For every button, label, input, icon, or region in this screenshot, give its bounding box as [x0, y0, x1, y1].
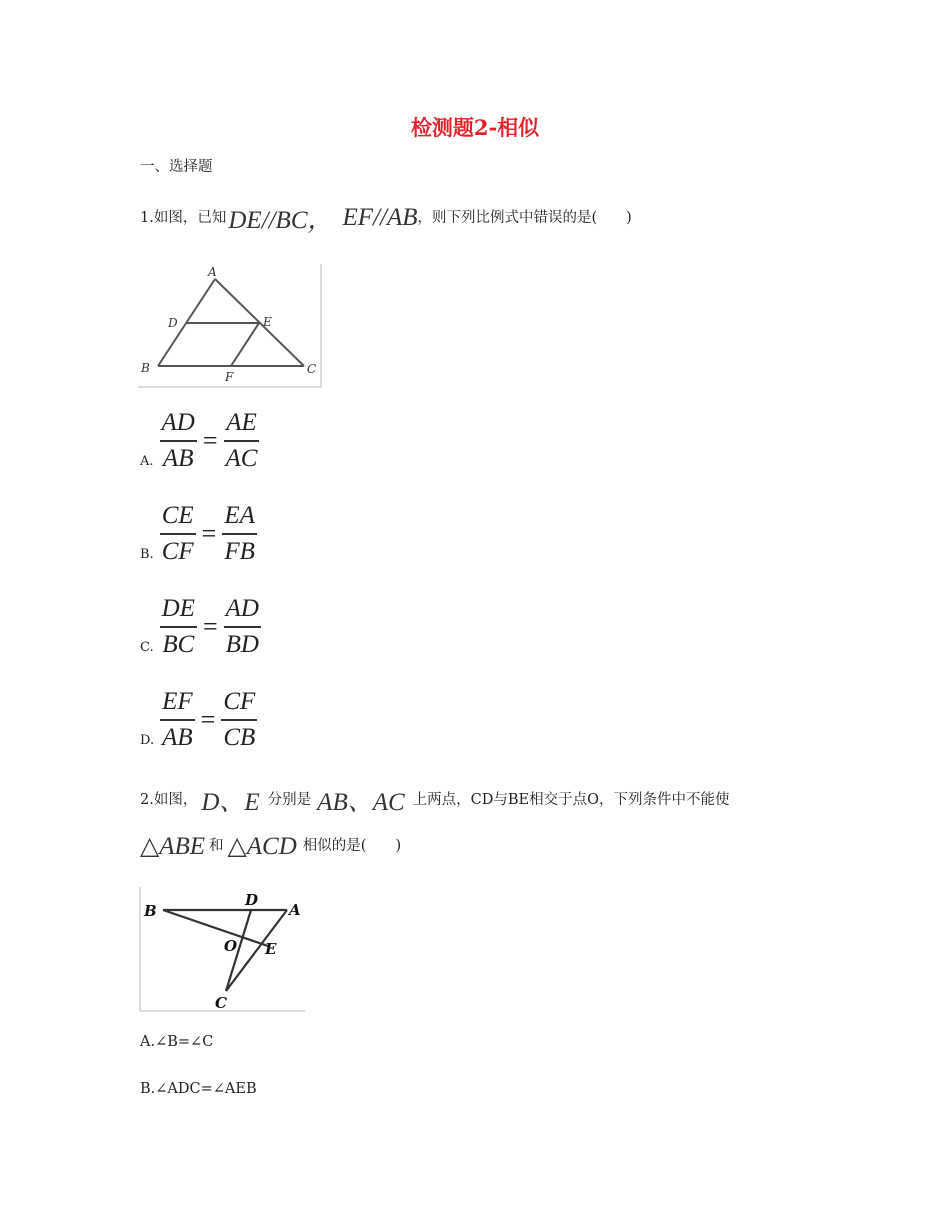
option-label: B. — [140, 1081, 156, 1097]
q2-text-and: 和 — [209, 838, 224, 854]
numerator: CE — [161, 502, 194, 529]
q1-suffix: ，则下列比例式中错误的是( ) — [417, 210, 632, 226]
equals-sign: = — [201, 518, 217, 548]
q2-figure — [139, 885, 307, 1013]
label-c: C — [215, 994, 227, 1012]
q1-prefix: 1.如图，已知 — [140, 210, 227, 226]
option-label: A. — [140, 1034, 156, 1050]
label-b: B — [144, 902, 157, 920]
label-b: B — [141, 361, 150, 375]
fraction-bar — [222, 533, 257, 535]
q1-figure — [138, 262, 324, 388]
denominator: AB — [162, 723, 193, 751]
segment-ef — [231, 323, 259, 366]
segment-be — [163, 910, 268, 946]
equals-sign: = — [200, 704, 216, 734]
numerator: EF — [162, 688, 193, 715]
ratio-expression — [160, 687, 257, 753]
option-label: D. — [140, 732, 155, 748]
label-a: A — [289, 901, 301, 919]
numerator: AD — [225, 595, 259, 622]
numerator: CF — [223, 688, 256, 715]
q2-points-de: D、E — [201, 789, 260, 816]
option-text: ∠ADC=∠AEB — [155, 1081, 257, 1097]
q1-condition-1: DE//BC， — [228, 207, 333, 234]
fraction-right — [222, 501, 257, 567]
option-label: B. — [140, 546, 154, 562]
q2-prefix: 2.如图， — [140, 792, 198, 808]
label-c: C — [307, 362, 317, 376]
option-text: ∠B=∠C — [155, 1034, 214, 1050]
fraction-bar — [160, 719, 195, 721]
q2-segments: AB、AC — [317, 789, 405, 816]
denominator: BD — [225, 630, 259, 658]
q2-triangle-abe: △ABE — [140, 833, 206, 860]
fraction-bar — [224, 626, 261, 628]
section-heading: 一、选择题 — [140, 159, 213, 175]
ratio-expression — [160, 594, 261, 660]
label-e: E — [265, 940, 277, 958]
q2-triangle-acd: △ACD — [227, 833, 297, 860]
denominator: FB — [224, 537, 255, 565]
label-a: A — [208, 265, 217, 279]
q2-option-b[interactable] — [140, 1079, 257, 1099]
ratio-expression — [160, 501, 257, 567]
label-e: E — [263, 315, 272, 329]
numerator: AD — [161, 409, 195, 436]
numerator: DE — [161, 595, 195, 622]
label-f: F — [225, 370, 234, 384]
option-label: A. — [140, 453, 154, 469]
q2-suffix: 相似的是( ) — [302, 838, 402, 854]
denominator: BC — [162, 630, 195, 658]
question-2-stem-line-1 — [140, 782, 730, 818]
option-label: C. — [140, 639, 154, 655]
q1-option-d[interactable] — [140, 687, 257, 753]
fraction-bar — [160, 533, 196, 535]
denominator: AB — [162, 444, 194, 472]
fraction-bar — [160, 626, 197, 628]
equals-sign: = — [202, 425, 218, 455]
label-o: O — [224, 937, 238, 955]
label-d: D — [245, 891, 259, 909]
fraction-left — [160, 408, 197, 474]
fraction-left — [160, 687, 195, 753]
page-title: 检测题2-相似 — [410, 115, 540, 140]
fraction-right — [224, 408, 260, 474]
numerator: AE — [226, 409, 257, 436]
fraction-right — [224, 594, 261, 660]
fraction-left — [160, 594, 197, 660]
equals-sign: = — [202, 611, 218, 641]
numerator: EA — [224, 502, 255, 529]
fraction-bar — [221, 719, 257, 721]
question-1-stem — [140, 200, 632, 236]
q2-option-a[interactable] — [140, 1032, 213, 1052]
fraction-left — [160, 501, 196, 567]
fraction-bar — [224, 440, 260, 442]
denominator: CB — [223, 723, 256, 751]
fraction-right — [221, 687, 257, 753]
fraction-bar — [160, 440, 197, 442]
q1-option-b[interactable] — [140, 501, 257, 567]
q1-condition-2: EF//AB — [342, 204, 418, 231]
q2-text-are: 分别是 — [267, 792, 312, 808]
label-d: D — [168, 316, 178, 330]
q1-option-a[interactable] — [140, 408, 259, 474]
denominator: CF — [161, 537, 194, 565]
denominator: AC — [225, 444, 258, 472]
ratio-expression — [160, 408, 260, 474]
q1-option-c[interactable] — [140, 594, 261, 660]
q2-text-middle: 上两点，CD与BE相交于点O，下列条件中不能使 — [412, 792, 730, 808]
question-2-stem-line-2 — [140, 831, 401, 861]
